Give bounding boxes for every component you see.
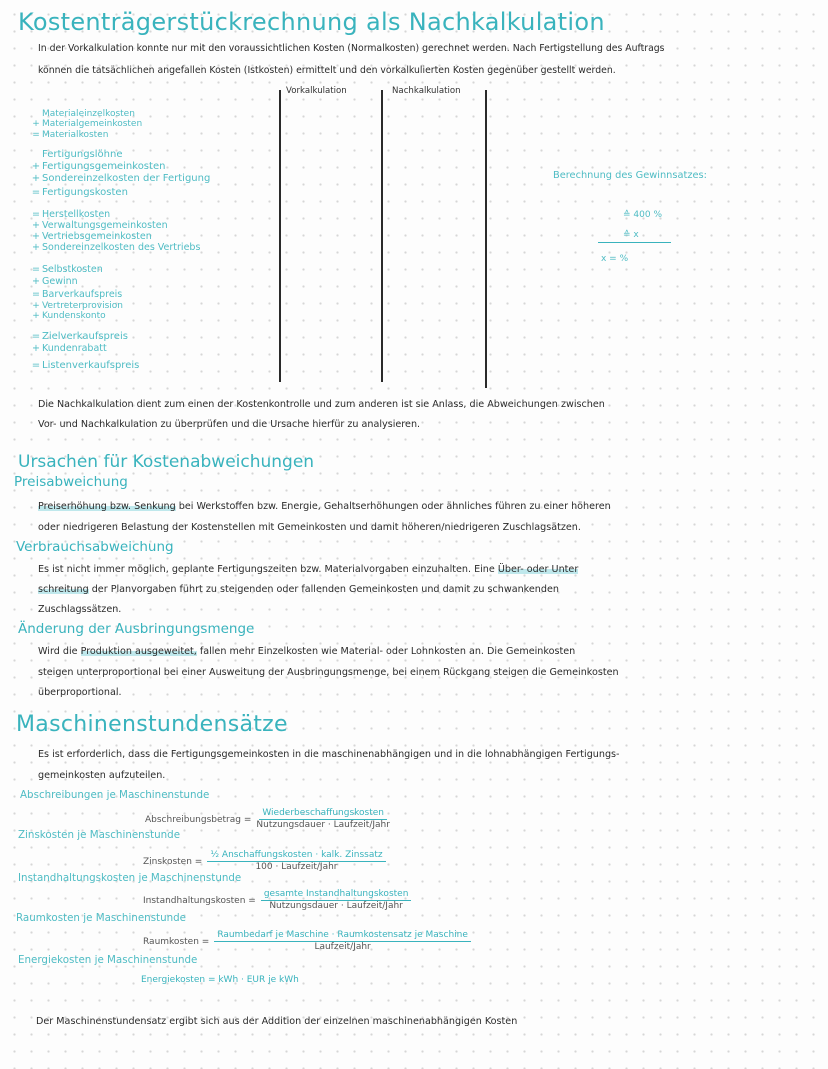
list-item: = Barverkaufspreis <box>32 289 123 300</box>
intro-line-2: können die tatsächlichen angefallen Kosten (Istkosten) ermittelt und den vorkalkulierten Kosten gegenüber gestellt werden. <box>38 65 616 76</box>
verbrauchsabweichung-line-1: Es ist nicht immer möglich, geplante Fertigungszeiten bzw. Materialvorgaben einzuhalten. Eine Über- oder Unter <box>38 564 579 575</box>
list-item: + Kundenrabatt <box>32 343 107 354</box>
nachkalkulation-text-2: Vor- und Nachkalkulation zu überprüfen und die Ursache hierfür zu analysieren. <box>38 419 421 430</box>
list-item: = Materialkosten <box>32 129 109 140</box>
nachkalkulation-text-1: Die Nachkalkulation dient zum einen der Kostenkontrolle und zum anderen ist sie Anlass, die Abweichungen zwischen <box>38 399 605 410</box>
cost-scheme-group-1 <box>30 109 142 140</box>
list-item: = Listenverkaufspreis <box>31 360 140 371</box>
maschinen-intro-1: Es ist erforderlich, dass die Fertigungsgemeinkosten in die maschinenabhängigen und in die lohnabhängigen Fertigungs- <box>38 749 620 760</box>
gewinnsatz-line-3: x = % <box>601 254 629 264</box>
cost-scheme-group-3 <box>30 210 200 254</box>
abschreibung-formula: Abschreibungsbetrag = $\frac{\text{Wiederbeschaffungskosten}}{\text{Nutzungsdauer · Laufzeit/Jahr}}$ <box>145 808 390 830</box>
abschreibung-heading: Abschreibungen je Maschinenstunde <box>20 789 210 801</box>
ausbringungsmenge-heading: Änderung der Ausbringungsmenge <box>18 621 255 637</box>
instandhaltung-heading: Instandhaltungskosten je Maschinenstunde <box>18 872 242 884</box>
list-item: + Sondereinzelkosten des Vertriebs <box>32 242 201 253</box>
list-item: = Fertigungskosten <box>31 187 128 198</box>
ausbringungsmenge-line-1: Wird die Produktion ausgeweitet, fallen mehr Einzelkosten wie Material- oder Lohnkosten an. Die Gemeinkosten <box>38 646 576 657</box>
column-header-vorkalkulation: Vorkalkulation <box>286 86 347 96</box>
raumkosten-formula: Raumkosten = $\frac{\text{Raumbedarf je Maschine · Raumkostensatz je Maschine}}{\text{Laufzeit/Jahr}}$ <box>143 930 471 953</box>
verbrauchsabweichung-heading: Verbrauchsabweichung <box>16 539 174 555</box>
energiekosten-formula: Energiekosten = kWh · EUR je kWh <box>141 975 299 985</box>
energiekosten-heading: Energiekosten je Maschinenstunde <box>18 954 198 966</box>
gewinnsatz-line-1: ≙ 400 % <box>623 210 662 220</box>
preisabweichung-heading: Preisabweichung <box>14 474 128 490</box>
preisabweichung-line-2: oder niedrigeren Belastung der Kostenstellen mit Gemeinkosten und damit höheren/niedrigeren Zuschlagsätzen. <box>38 522 581 533</box>
table-divider-1 <box>279 90 281 382</box>
gewinnsatz-heading: Berechnung des Gewinnsatzes: <box>553 170 707 181</box>
maschinen-footer: Der Maschinenstundensatz ergibt sich aus der Addition der einzelnen maschinenabhängigen Kosten <box>36 1016 518 1027</box>
list-item: + Vertriebsgemeinkosten <box>32 231 152 242</box>
gewinnsatz-divider <box>598 242 671 243</box>
list-item: = Herstellkosten <box>32 209 111 220</box>
zinskosten-formula: Zinskosten = $\frac{\text{½ Anschaffungskosten · kalk. Zinssatz}}{\text{100 · Laufzeit/Jahr}}$ <box>143 850 386 873</box>
list-item: + Verwaltungsgemeinkosten <box>32 220 168 231</box>
page-title: Kostenträgerstückrechnung als Nachkalkulation <box>18 8 605 36</box>
intro-line-1: In der Vorkalkulation konnte nur mit den voraussichtlichen Kosten (Normalkosten) gerechnet werden. Nach Fertigstellung des Auftrags <box>38 43 665 54</box>
verbrauchsabweichung-line-3: Zuschlagssätzen. <box>38 604 122 615</box>
list-item: + Kundenskonto <box>32 311 106 321</box>
cost-scheme-group-6 <box>30 361 139 373</box>
cost-scheme-group-2 <box>30 150 210 200</box>
column-header-nachkalkulation: Nachkalkulation <box>392 86 461 96</box>
instandhaltung-formula: Instandhaltungskosten = $\frac{\text{gesamte Instandhaltungskosten}}{\text{Nutzungsdauer · Laufzeit/Jahr}}$ <box>143 889 411 912</box>
raumkosten-heading: Raumkosten je Maschinenstunde <box>16 912 187 924</box>
maschinen-heading: Maschinenstundensätze <box>16 712 288 737</box>
ausbringungsmenge-line-2: steigen unterproportional bei einer Ausweitung der Ausbringungsmenge, bei einem Rückgang steigen die Gemeinkosten <box>38 667 619 678</box>
list-item: + Fertigungsgemeinkosten <box>31 161 166 172</box>
list-item: + Gewinn <box>32 276 78 287</box>
cost-scheme-group-4 <box>30 265 123 321</box>
list-item: Fertigungslöhne <box>42 149 123 160</box>
preisabweichung-line-1: Preiserhöhung bzw. Senkung bei Werkstoffen bzw. Energie, Gehaltserhöhungen oder ähnliches führen zu einer höheren <box>38 501 611 512</box>
gewinnsatz-line-2: ≙ x <box>623 230 639 240</box>
verbrauchsabweichung-line-2: schreitung der Planvorgaben führt zu steigenden oder fallenden Gemeinkosten und damit zu schwankenden <box>38 584 559 595</box>
ursachen-heading: Ursachen für Kostenabweichungen <box>18 452 315 472</box>
maschinen-intro-2: gemeinkosten aufzuteilen. <box>38 770 166 781</box>
table-divider-3 <box>485 90 487 388</box>
ausbringungsmenge-line-3: überproportional. <box>38 687 122 698</box>
table-divider-2 <box>381 90 383 382</box>
list-item: Materialeinzelkosten <box>42 109 135 119</box>
list-item: = Selbstkosten <box>32 264 103 275</box>
list-item: + Materialgemeinkosten <box>32 119 143 130</box>
list-item: + Vertreterprovision <box>32 301 123 311</box>
cost-scheme-group-5 <box>30 332 128 356</box>
zinskosten-heading: Zinskosten je Maschinenstunde <box>18 829 181 841</box>
list-item: = Zielverkaufspreis <box>31 331 128 342</box>
list-item: + Sondereinzelkosten der Fertigung <box>31 173 211 184</box>
